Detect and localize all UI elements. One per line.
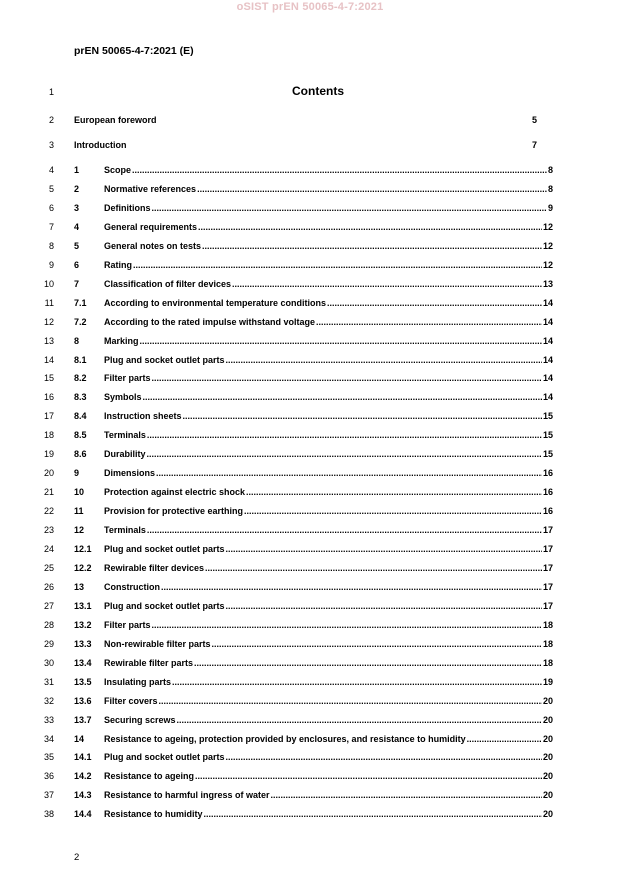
line-number: 34	[43, 734, 54, 744]
toc-entry-number: 14.2	[74, 771, 92, 781]
line-number: 25	[43, 563, 54, 573]
line-number: 14	[43, 355, 54, 365]
line-number: 35	[43, 752, 54, 762]
toc-entry-number: 12.2	[74, 563, 92, 573]
line-number: 12	[43, 317, 54, 327]
page-title: Contents	[292, 84, 344, 98]
toc-entry-title: General notes on tests	[104, 241, 202, 251]
toc-entry[interactable]	[74, 165, 553, 177]
toc-entry-page: 14	[542, 317, 553, 327]
line-number: 33	[43, 715, 54, 725]
line-number: 26	[43, 582, 54, 592]
toc-entry-number: 13.6	[74, 696, 92, 706]
dot-leader	[212, 639, 542, 649]
line-number: 5	[48, 184, 54, 194]
line-number: 23	[43, 525, 54, 535]
toc-entry-page: 20	[542, 790, 553, 800]
dot-leader	[147, 449, 542, 459]
toc-entry[interactable]	[74, 430, 553, 442]
toc-entry[interactable]	[74, 582, 553, 594]
toc-entry-title: Securing screws	[104, 715, 176, 725]
toc-entry[interactable]	[74, 734, 553, 746]
line-number: 7	[48, 222, 54, 232]
toc-entry-number: 13	[74, 582, 85, 592]
dot-leader	[159, 696, 542, 706]
toc-entry[interactable]	[74, 506, 553, 518]
toc-entry-number: 7	[74, 279, 80, 289]
dot-leader	[161, 582, 542, 592]
toc-entry-number: 4	[74, 222, 80, 232]
toc-entry-number: 2	[74, 184, 80, 194]
toc-entry[interactable]	[74, 658, 553, 670]
toc-entry-page: 13	[542, 279, 553, 289]
dot-leader	[226, 544, 542, 554]
toc-entry-number: 14.3	[74, 790, 92, 800]
toc-entry[interactable]	[74, 298, 553, 310]
toc-entry-number: 13.7	[74, 715, 92, 725]
toc-entry-title: Protection against electric shock	[104, 487, 246, 497]
toc-entry-title: Filter covers	[104, 696, 158, 706]
line-number: 30	[43, 658, 54, 668]
toc-entry-page: 20	[542, 752, 553, 762]
dot-leader	[140, 336, 542, 346]
toc-entry-title: Plug and socket outlet parts	[104, 601, 225, 611]
dot-leader	[152, 373, 542, 383]
toc-entry-title: Rewirable filter devices	[104, 563, 205, 573]
line-number: 19	[43, 449, 54, 459]
toc-entry-number: 13.3	[74, 639, 92, 649]
line-number: 18	[43, 430, 54, 440]
toc-entry-page: 15	[542, 449, 553, 459]
line-number: 31	[43, 677, 54, 687]
toc-entry-title: Plug and socket outlet parts	[104, 544, 225, 554]
toc-entry-title: Rewirable filter parts	[104, 658, 194, 668]
toc-entry[interactable]	[74, 260, 553, 272]
toc-entry[interactable]	[74, 809, 553, 821]
toc-entry-page: 15	[542, 430, 553, 440]
toc-entry-page: 15	[542, 411, 553, 421]
dot-leader	[205, 563, 542, 573]
dot-leader	[172, 677, 542, 687]
toc-entry-page: 12	[542, 222, 553, 232]
toc-entry-number: 7.1	[74, 298, 87, 308]
toc-entry-number: 6	[74, 260, 80, 270]
line-number: 16	[43, 392, 54, 402]
line-number: 27	[43, 601, 54, 611]
dot-leader	[183, 411, 542, 421]
toc-entry-title: Terminals	[104, 525, 146, 535]
toc-entry-page: 16	[542, 506, 553, 516]
toc-entry-page: 20	[542, 771, 553, 781]
toc-entry-page: 20	[542, 696, 553, 706]
toc-entry-page: 17	[542, 525, 553, 535]
toc-entry[interactable]	[74, 544, 553, 556]
line-number: 20	[43, 468, 54, 478]
line-number: 11	[44, 298, 54, 308]
toc-entry[interactable]	[74, 317, 553, 329]
dot-leader	[327, 298, 542, 308]
toc-entry[interactable]	[74, 563, 553, 575]
toc-entry-title: According to environmental temperature conditions	[104, 298, 327, 308]
document-id: prEN 50065-4-7:2021 (E)	[74, 45, 194, 57]
line-number: 38	[43, 809, 54, 819]
toc-entry-page: 14	[542, 373, 553, 383]
dot-leader	[226, 752, 542, 762]
toc-entry-page: 14	[542, 392, 553, 402]
toc-entry-title: Plug and socket outlet parts	[104, 355, 225, 365]
toc-entry[interactable]	[74, 620, 553, 632]
toc-entry-page: 19	[542, 677, 553, 687]
dot-leader	[244, 506, 542, 516]
toc-entry-page: 12	[542, 241, 553, 251]
toc-entry-title: Normative references	[104, 184, 197, 194]
dot-leader	[147, 430, 542, 440]
toc-entry[interactable]	[74, 184, 553, 196]
toc-entry-page: 20	[542, 809, 553, 819]
toc-entry-title: Scope	[104, 165, 132, 175]
toc-entry-page: 14	[542, 355, 553, 365]
toc-entry-title: Instruction sheets	[104, 411, 182, 421]
toc-entry[interactable]	[74, 449, 553, 461]
toc-entry[interactable]	[74, 525, 553, 537]
line-number: 15	[43, 373, 54, 383]
toc-entry-page: 18	[542, 620, 553, 630]
toc-entry-title: Provision for protective earthing	[104, 506, 244, 516]
toc-entry-number: 7.2	[74, 317, 87, 327]
line-number: 4	[48, 165, 54, 175]
toc-entry-number: 10	[74, 487, 85, 497]
toc-entry-number: 1	[74, 165, 80, 175]
line-number: 37	[43, 790, 54, 800]
toc-entry-title: Definitions	[104, 203, 151, 213]
dot-leader	[204, 809, 542, 819]
toc-entry-title: Classification of filter devices	[104, 279, 232, 289]
toc-entry[interactable]	[74, 601, 553, 613]
toc-entry-number: 14	[74, 734, 85, 744]
toc-entry-number: 8.6	[74, 449, 87, 459]
toc-entry-number: 13.1	[74, 601, 92, 611]
dot-leader	[226, 601, 542, 611]
toc-entry-foreword[interactable]: European foreword	[74, 115, 157, 125]
toc-entry[interactable]	[74, 392, 553, 404]
dot-leader	[195, 771, 542, 781]
line-number: 29	[43, 639, 54, 649]
toc-entry-number: 11	[74, 506, 84, 516]
dot-leader	[143, 392, 542, 402]
line-number: 28	[43, 620, 54, 630]
toc-entry-title: Symbols	[104, 392, 142, 402]
toc-entry[interactable]	[74, 203, 553, 215]
toc-entry[interactable]	[74, 355, 553, 367]
toc-entry-page: 20	[542, 715, 553, 725]
toc-entry[interactable]	[74, 677, 553, 689]
toc-entry[interactable]	[74, 487, 553, 499]
toc-entry-number: 14.1	[74, 752, 92, 762]
toc-entry-number: 8.4	[74, 411, 87, 421]
toc-entry-page: 18	[542, 658, 553, 668]
toc-entry-page: 14	[542, 336, 553, 346]
line-number: 17	[43, 411, 54, 421]
toc-entry[interactable]	[74, 752, 553, 764]
dot-leader	[246, 487, 542, 497]
dot-leader	[232, 279, 542, 289]
toc-entry-title: Resistance to ageing	[104, 771, 195, 781]
toc-entry-number: 13.4	[74, 658, 92, 668]
toc-entry-number: 8.2	[74, 373, 87, 383]
toc-entry-page: 16	[542, 468, 553, 478]
dot-leader	[152, 203, 547, 213]
dot-leader	[156, 468, 542, 478]
line-number: 1	[48, 87, 54, 97]
toc-entry-title: Marking	[104, 336, 139, 346]
toc-entry[interactable]	[74, 373, 553, 385]
toc-entry-number: 13.5	[74, 677, 92, 687]
toc-entry-page: 8	[547, 165, 553, 175]
toc-entry-page: 20	[542, 734, 553, 744]
toc-entry-number: 12.1	[74, 544, 92, 554]
toc-entry-page: 8	[547, 184, 553, 194]
toc-entry-number: 8.1	[74, 355, 87, 365]
dot-leader	[316, 317, 542, 327]
toc-entry-title: Filter parts	[104, 373, 151, 383]
dot-leader	[194, 658, 542, 668]
dot-leader	[152, 620, 542, 630]
toc-entry-number: 14.4	[74, 809, 92, 819]
dot-leader	[177, 715, 542, 725]
toc-entry-title: Construction	[104, 582, 160, 592]
toc-entry[interactable]	[74, 336, 553, 348]
dot-leader	[147, 525, 542, 535]
line-number: 36	[43, 771, 54, 781]
toc-entry-page: 17	[542, 544, 553, 554]
page-number: 2	[74, 852, 80, 863]
toc-entry[interactable]	[74, 279, 553, 291]
dot-leader	[133, 260, 542, 270]
dot-leader	[226, 355, 542, 365]
toc-entry-title: Insulating parts	[104, 677, 172, 687]
toc-entry[interactable]	[74, 790, 553, 802]
toc-entry-introduction[interactable]: Introduction	[74, 140, 127, 150]
toc-entry-title: Plug and socket outlet parts	[104, 752, 225, 762]
watermark: oSIST prEN 50065-4-7:2021	[236, 1, 384, 13]
dot-leader	[271, 790, 542, 800]
toc-entry-title: Resistance to ageing, protection provided by enclosures, and resistance to humidity	[104, 734, 466, 744]
line-number: 13	[43, 336, 54, 346]
toc-entry-page: 17	[542, 601, 553, 611]
toc-entry[interactable]	[74, 222, 553, 234]
toc-entry[interactable]	[74, 696, 553, 708]
line-number: 21	[43, 487, 54, 497]
toc-entry[interactable]	[74, 411, 553, 423]
toc-entry-page: 17	[542, 563, 553, 573]
toc-entry-page: 14	[542, 298, 553, 308]
line-number: 24	[43, 544, 54, 554]
toc-entry-number: 8.3	[74, 392, 87, 402]
toc-entry-number: 12	[74, 525, 85, 535]
toc-entry-title: Non-rewirable filter parts	[104, 639, 211, 649]
toc-entry-title: According to the rated impulse withstand voltage	[104, 317, 316, 327]
line-number: 9	[48, 260, 54, 270]
toc-entry-title: Durability	[104, 449, 146, 459]
toc-entry-title: Filter parts	[104, 620, 151, 630]
toc-entry-title: Rating	[104, 260, 132, 270]
toc-entry-page: 17	[542, 582, 553, 592]
toc-entry[interactable]	[74, 639, 553, 651]
toc-page-introduction: 7	[532, 140, 538, 150]
dot-leader	[467, 734, 542, 744]
line-number: 22	[43, 506, 54, 516]
dot-leader	[198, 222, 542, 232]
toc-entry-page: 18	[542, 639, 553, 649]
dot-leader	[202, 241, 542, 251]
toc-entry-number: 8	[74, 336, 80, 346]
toc-entry-title: Terminals	[104, 430, 146, 440]
toc-entry[interactable]	[74, 715, 553, 727]
line-number: 32	[43, 696, 54, 706]
dot-leader	[197, 184, 547, 194]
toc-entry-number: 8.5	[74, 430, 87, 440]
line-number: 10	[43, 279, 54, 289]
dot-leader	[132, 165, 547, 175]
toc-entry-number: 3	[74, 203, 80, 213]
toc-entry-page: 9	[547, 203, 553, 213]
toc-entry-title: Dimensions	[104, 468, 156, 478]
line-number: 6	[48, 203, 54, 213]
toc-entry-title: Resistance to humidity	[104, 809, 203, 819]
toc-entry-page: 12	[542, 260, 553, 270]
toc-entry-title: General requirements	[104, 222, 198, 232]
toc-entry-page: 16	[542, 487, 553, 497]
toc-entry-number: 13.2	[74, 620, 92, 630]
line-number: 8	[48, 241, 54, 251]
toc-entry-number: 5	[74, 241, 80, 251]
toc-entry[interactable]	[74, 241, 553, 253]
toc-entry[interactable]	[74, 468, 553, 480]
toc-page-foreword: 5	[532, 115, 538, 125]
line-number: 2	[48, 115, 54, 125]
toc-entry[interactable]	[74, 771, 553, 783]
toc-entry-title: Resistance to harmful ingress of water	[104, 790, 270, 800]
toc-entry-number: 9	[74, 468, 80, 478]
line-number: 3	[48, 140, 54, 150]
